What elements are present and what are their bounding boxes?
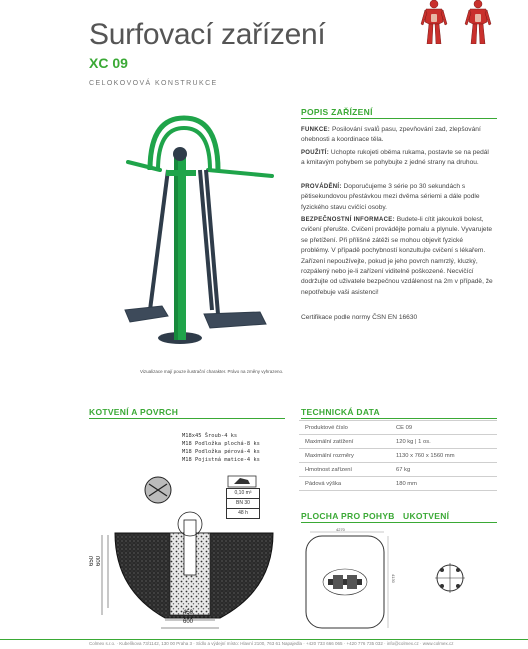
table-row: [299, 421, 497, 435]
concrete-grade: BN 30: [227, 499, 259, 509]
area-width-label: 4270: [336, 527, 345, 532]
anchoring-divider: [89, 418, 285, 419]
execution-label: PROVÁDĚNÍ:: [301, 184, 342, 190]
dim-width-inner: 450: [183, 610, 194, 616]
tech-label: Pádová výška: [299, 477, 390, 491]
tech-value: 180 mm: [390, 477, 497, 491]
concrete-cure-time: 48 h: [238, 510, 248, 516]
description-divider: [301, 118, 497, 119]
hardware-item: M18 Pojistná matice-4 ks: [182, 457, 260, 463]
movement-area-diagram: [300, 530, 392, 634]
tech-label: Maximální rozměry: [299, 449, 390, 463]
usage-label: POUŽITÍ:: [301, 150, 330, 156]
table-row: [299, 463, 497, 477]
hardware-item: M18x45 Šroub-4 ks: [182, 433, 238, 439]
description-item-execution: [301, 182, 493, 213]
function-label: FUNKCE:: [301, 127, 331, 133]
hardware-item: M18 Podložka plochá-8 ks: [182, 441, 260, 447]
table-row: [299, 477, 497, 491]
safety-label: BEZPEČNOSTNÍ INFORMACE:: [301, 217, 395, 223]
area-height-label: 4130: [391, 574, 396, 583]
technical-divider: [301, 418, 497, 419]
construction-subtitle: CELOKOVOVÁ KONSTRUKCE: [89, 80, 218, 87]
area-heading: PLOCHA PRO POHYB: [301, 511, 395, 521]
tech-value: 1130 x 760 x 1560 mm: [390, 449, 497, 463]
tech-label: Hmotnost zařízení: [299, 463, 390, 477]
tech-value: 120 kg | 1 os.: [390, 435, 497, 449]
hardware-item: M18 Podložka pérová-4 ks: [182, 449, 260, 455]
execution-text: Doporučujeme 3 série po 30 sekundách s pětisekundovou přestávkou mezi dvěma sériemi a dále podle fyzického stavu cvičící osoby.: [301, 183, 480, 211]
usage-text: Uchopte rukojeti oběma rukama, postavte se na pedál a kmitavým pohybem se pohybujte z jedné strany na druhou.: [301, 149, 489, 167]
page-title: Surfovací zařízení: [89, 18, 326, 51]
anchoring-heading: KOTVENÍ A POVRCH: [89, 407, 179, 417]
footer-contact: Colmex s.r.o. · Kubelíkova 73/1142, 130 00 Praha 3 · Sídlo a výdejní místo: Hlavní 2100, 763 61 Napajedla · +420 733 666 065 · +420 776 735 032 · info@colmex.cz · www.colmex.cz: [89, 641, 454, 646]
certification-text: Certifikace podle normy ČSN EN 16630: [301, 314, 418, 321]
function-text: Posilování svalů pasu, zpevňování zad, zlepšování ohebnosti a koordinace těla.: [301, 126, 481, 144]
anchor-bolt-plan-icon: [432, 560, 468, 596]
table-row: [299, 435, 497, 449]
muscle-diagram-icon: [412, 0, 504, 44]
machine-illustration: [120, 110, 280, 365]
concrete-volume: 0,10 m³: [227, 489, 259, 499]
technical-table: [299, 420, 497, 491]
safety-text: Budete-li cítit jakoukoli bolest, cvičení přerušte. Cvičení provádějte pomalu a plynule. Vyvarujete se přetížení. Při přílišné zátěži se mohou objevit fyzické problémy. V případě pochybností konzultujte cvičení s lékařem. Zařízení nepoužívejte, pokud je jeho povrch namrzlý, kluzký, rozpálený nebo je-li zařízení viditelně poškozené. Necvičící dodržujte od uživatele bezpečnou vzdálenost na 2m v případě, že nepotřebuje vaši asistenci!: [301, 216, 493, 296]
illustration-caption: Vizualizace mají pouze ilustrační charakter. Právo na změny vyhrazeno.: [140, 369, 284, 374]
footer-divider: [0, 639, 528, 640]
table-row: [299, 449, 497, 463]
description-item-safety: [301, 215, 493, 298]
tech-value: CE 09: [390, 421, 497, 435]
description-item-function: [301, 125, 493, 146]
dim-depth-outer: 650: [89, 556, 95, 567]
product-code: XC 09: [89, 55, 128, 71]
tech-label: Maximální zatížení: [299, 435, 390, 449]
anchors-heading: UKOTVENÍ: [403, 511, 450, 521]
dim-width-outer: 600: [183, 619, 194, 625]
tech-value: 67 kg: [390, 463, 497, 477]
area-divider: [301, 522, 497, 523]
description-heading: POPIS ZAŘÍZENÍ: [301, 107, 373, 117]
dim-depth-inner: 600: [96, 556, 102, 567]
tech-label: Produktové číslo: [299, 421, 390, 435]
description-item-usage: [301, 148, 493, 169]
technical-heading: TECHNICKÁ DATA: [301, 407, 380, 417]
